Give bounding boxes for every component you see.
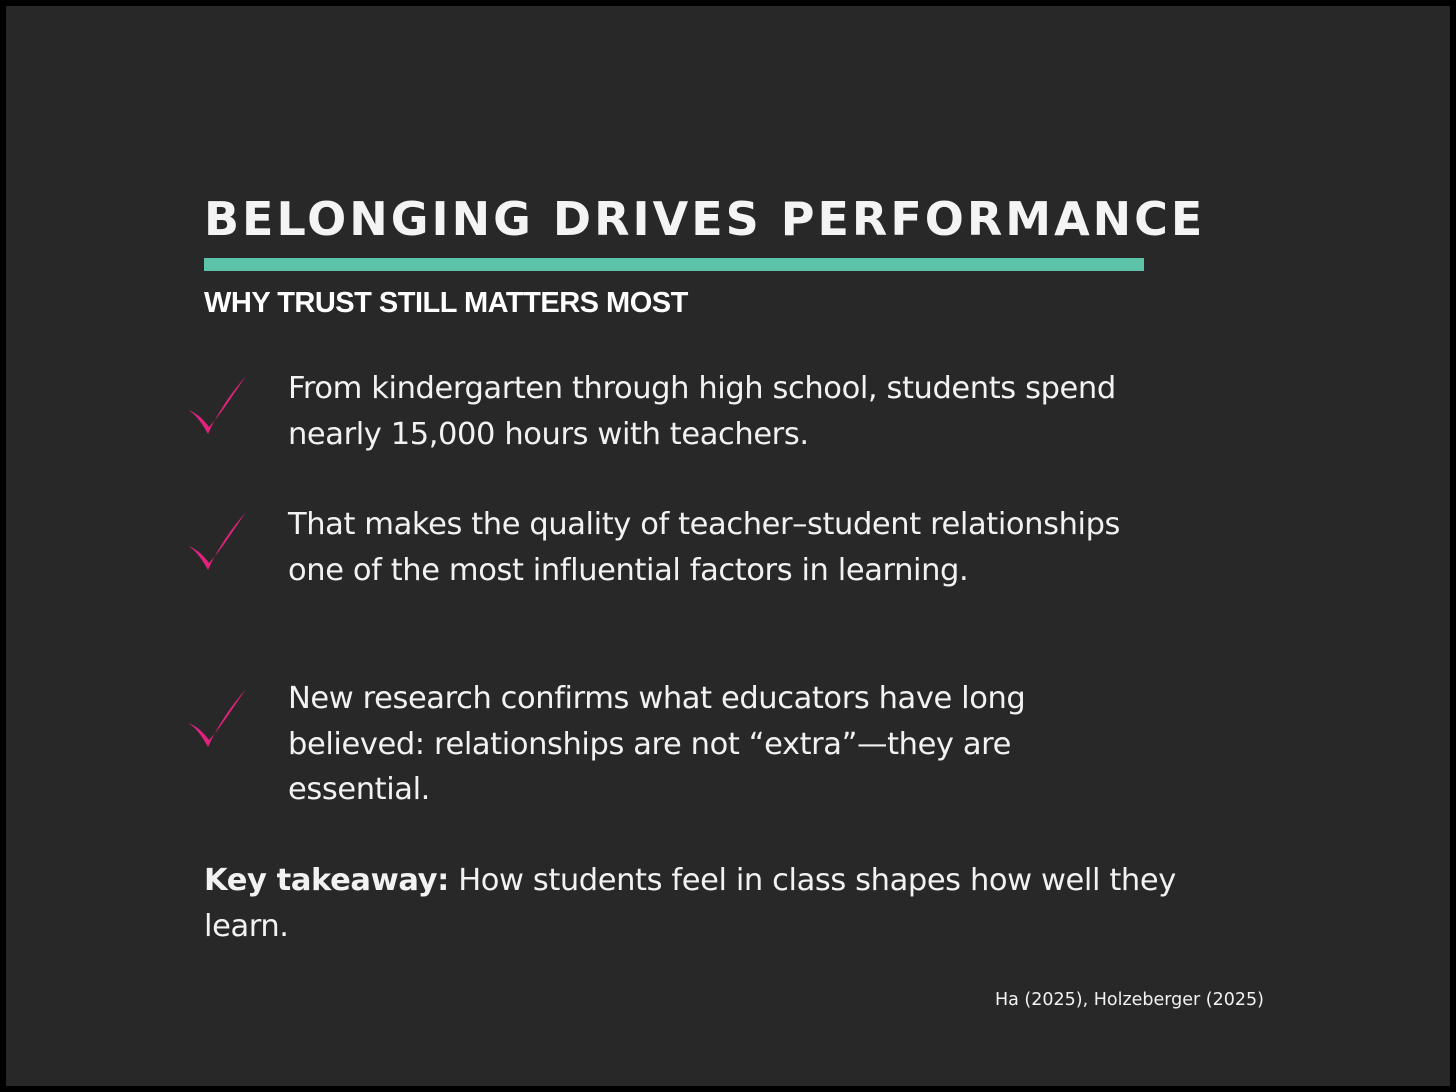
- checkmark-icon: [182, 685, 252, 755]
- bullet-text: New research confirms what educators have long believed: relationships are not “extra”—they are essential.: [288, 681, 1026, 807]
- checkmark-icon: [182, 508, 252, 578]
- title-underline: [204, 258, 1144, 271]
- slide: [6, 6, 1450, 1086]
- takeaway-label: Key takeaway:: [204, 863, 449, 898]
- key-takeaway: [204, 858, 1214, 949]
- bullet-text: From kindergarten through high school, students spend nearly 15,000 hours with teachers.: [288, 371, 1116, 452]
- takeaway-text: How students feel in class shapes how well they learn.: [204, 863, 1176, 944]
- citation: Ha (2025), Holzeberger (2025): [994, 990, 1264, 1010]
- slide-title: BELONGING DRIVES PERFORMANCE: [204, 192, 1206, 246]
- slide-subtitle: WHY TRUST STILL MATTERS MOST: [204, 287, 688, 319]
- bullet-text: That makes the quality of teacher–student relationships one of the most influential factors in learning.: [288, 507, 1121, 588]
- checkmark-icon: [182, 372, 252, 442]
